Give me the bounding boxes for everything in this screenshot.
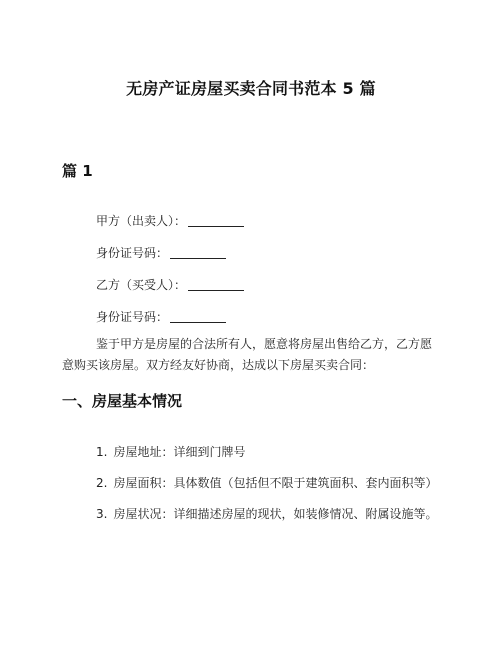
list-number: 1. [96, 445, 108, 459]
subheading-basic-info: 一、房屋基本情况 [62, 392, 183, 410]
buyer-id-blank [170, 310, 226, 323]
seller-id-field [96, 244, 226, 261]
buyer-label: 乙方（买受人）： [96, 278, 187, 292]
seller-field [96, 212, 244, 229]
seller-label: 甲方（出卖人）： [96, 214, 187, 228]
list-item [96, 474, 437, 491]
buyer-blank [188, 278, 244, 291]
document-title: 无房产证房屋买卖合同书范本 5 篇 [126, 79, 376, 98]
list-text: 房屋地址：详细到门牌号 [113, 445, 246, 459]
buyer-id-field [96, 308, 226, 325]
list-text: 房屋面积：具体数值（包括但不限于建筑面积、套内面积等） [113, 476, 438, 490]
list-text: 房屋状况：详细描述房屋的现状，如装修情况、附属设施等。 [113, 507, 438, 521]
section-heading: 篇 1 [62, 162, 93, 180]
seller-blank [188, 214, 244, 227]
list-number: 3. [96, 507, 108, 521]
list-item [96, 443, 245, 460]
list-number: 2. [96, 476, 108, 490]
seller-id-blank [170, 246, 226, 259]
buyer-field [96, 276, 244, 293]
buyer-id-label: 身份证号码： [96, 310, 169, 324]
list-item [96, 505, 437, 522]
seller-id-label: 身份证号码： [96, 246, 169, 260]
intro-paragraph: 鉴于甲方是房屋的合法所有人，愿意将房屋出售给乙方，乙方愿意购买该房屋。双方经友好协商，达成以下房屋买卖合同： [62, 337, 433, 372]
